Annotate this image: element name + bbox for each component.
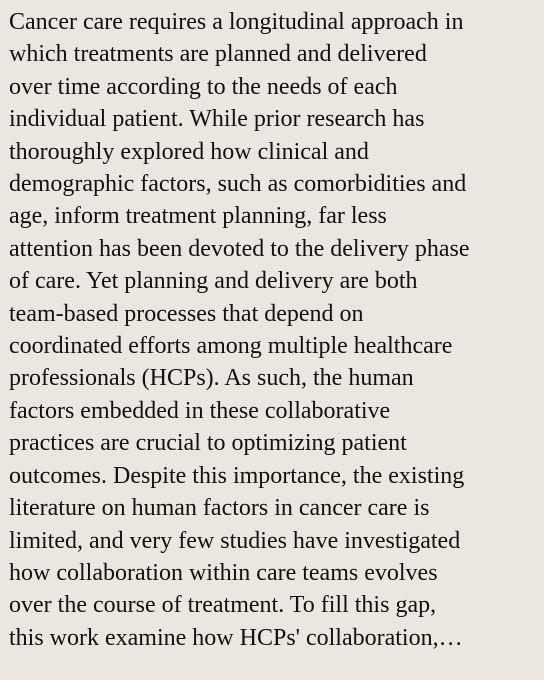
abstract-line: team-based processes that depend on xyxy=(9,300,364,327)
abstract-line: how collaboration within care teams evolves xyxy=(9,559,438,586)
abstract-line: practices are crucial to optimizing patient xyxy=(9,430,407,457)
abstract-line: which treatments are planned and delivered xyxy=(9,41,427,68)
abstract-line: outcomes. Despite this importance, the existing xyxy=(9,462,465,489)
abstract-line: over time according to the needs of each xyxy=(9,73,398,100)
abstract-line: literature on human factors in cancer care is xyxy=(9,495,430,522)
abstract-line: attention has been devoted to the delivery phase xyxy=(9,235,470,262)
abstract-line: demographic factors, such as comorbidities and xyxy=(9,171,467,198)
abstract-line: limited, and very few studies have investigated xyxy=(9,527,461,554)
abstract-line: age, inform treatment planning, far less xyxy=(9,203,387,230)
abstract-line: professionals (HCPs). As such, the human xyxy=(9,365,414,392)
abstract-line: Cancer care requires a longitudinal approach in xyxy=(9,9,464,35)
abstract-line: of care. Yet planning and delivery are both xyxy=(9,268,418,295)
abstract-line: this work examine how HCPs' collaboration,… xyxy=(9,624,463,651)
abstract-line: factors embedded in these collaborative xyxy=(9,397,391,424)
abstract-line: over the course of treatment. To fill this gap, xyxy=(9,592,437,619)
abstract-line: thoroughly explored how clinical and xyxy=(9,138,369,165)
abstract-line: individual patient. While prior research has xyxy=(9,106,425,133)
abstract-line: coordinated efforts among multiple healthcare xyxy=(9,333,453,360)
abstract-paragraph xyxy=(9,6,536,654)
